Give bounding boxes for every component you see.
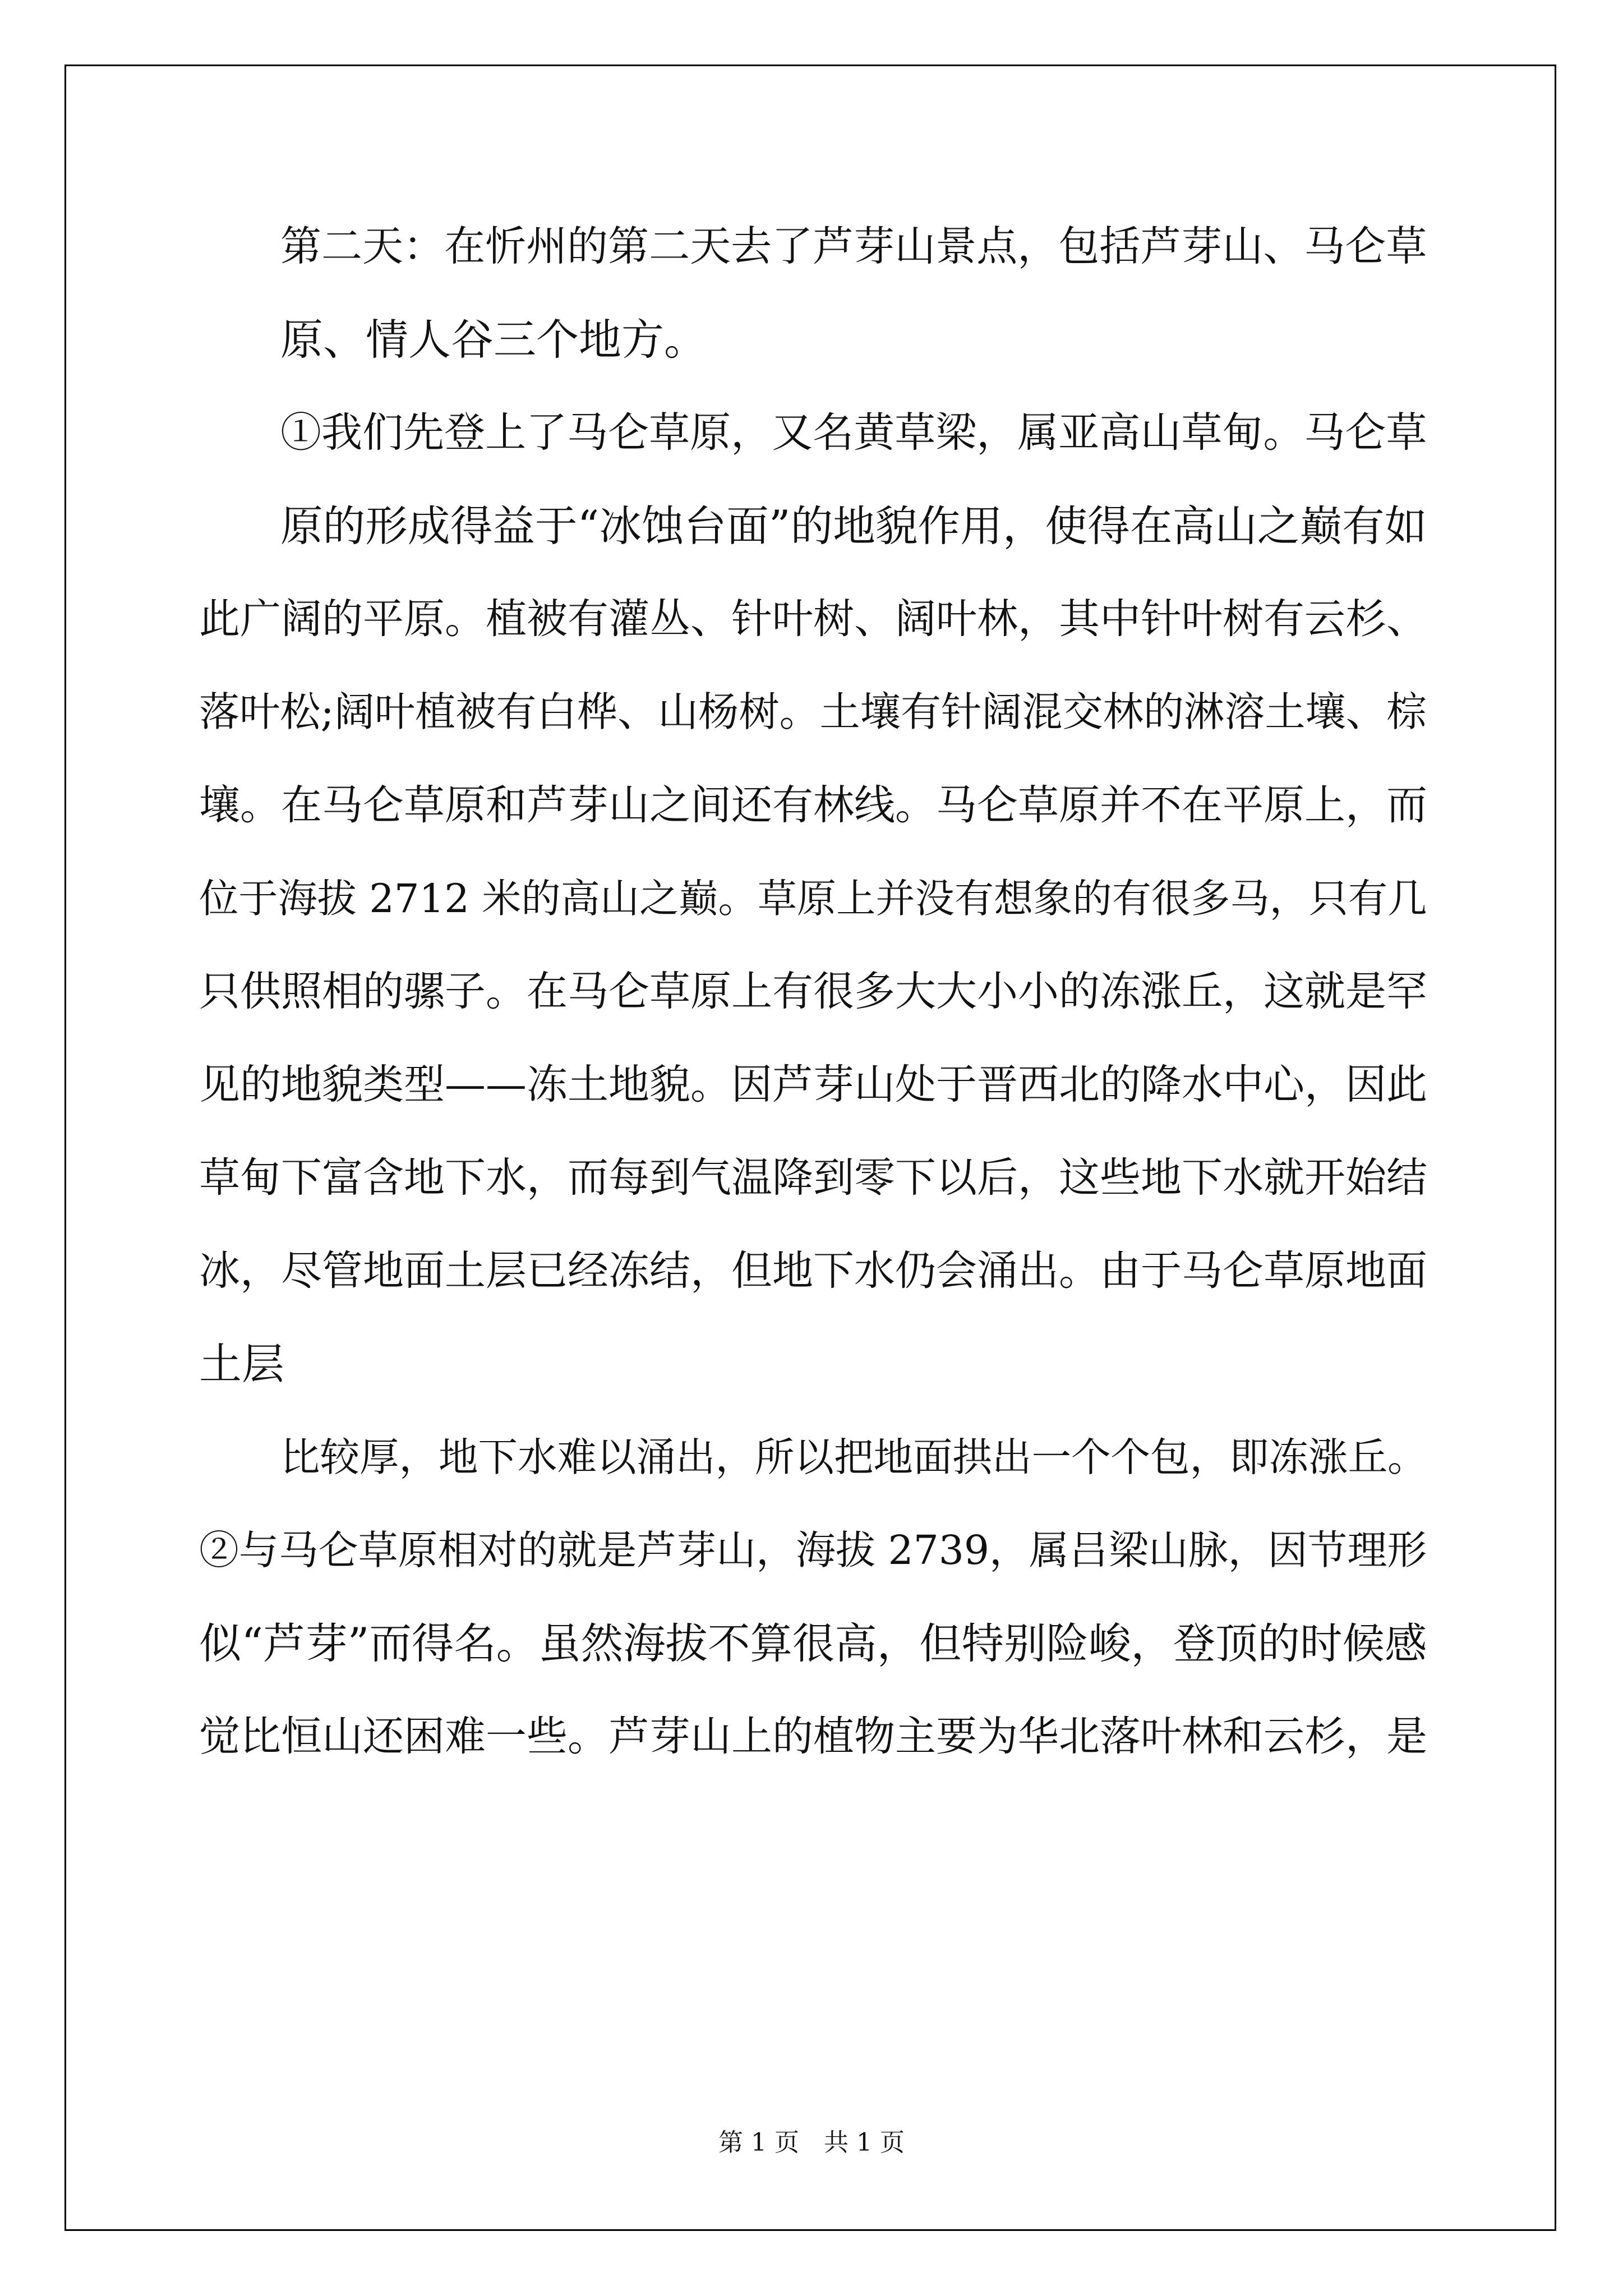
text-line: 落叶松;阔叶植被有白桦、山杨树。土壤有针阔混交林的淋溶土壤、棕 (199, 689, 1427, 736)
text-line: ②与马仑草原相对的就是芦芽山，海拔 2739，属吕梁山脉，因节理形 (199, 1527, 1427, 1573)
text-line: 只供照相的骡子。在马仑草原上有很多大大小小的冻涨丘，这就是罕 (199, 968, 1427, 1015)
text-line: 比较厚，地下水难以涌出，所以把地面拱出一个个包，即冻涨丘。 (280, 1434, 1427, 1480)
text-line: 觉比恒山还困难一些。芦芽山上的植物主要为华北落叶林和云杉，是 (199, 1713, 1427, 1760)
text-line: 原的形成得益于“冰蚀台面”的地貌作用，使得在高山之巅有如 (280, 501, 1427, 551)
page-border (64, 65, 1556, 2231)
text-line: 第二天：在忻州的第二天去了芦芽山景点，包括芦芽山、马仑草 (280, 223, 1427, 270)
text-line: 似“芦芽”而得名。虽然海拔不算很高，但特别险峻，登顶的时候感 (199, 1619, 1427, 1668)
text-line: 此广阔的平原。植被有灌丛、针叶树、阔叶林，其中针叶树有云杉、 (199, 595, 1427, 643)
text-line: 见的地貌类型——冻土地貌。因芦芽山处于晋西北的降水中心，因此 (199, 1061, 1427, 1108)
page-footer: 第 1 页 共 1 页 (718, 2128, 905, 2157)
text-line: 原、情人谷三个地方。 (280, 315, 707, 365)
text-line: 草甸下富含地下水，而每到气温降到零下以后，这些地下水就开始结 (199, 1154, 1427, 1202)
text-line: 位于海拔 2712 米的高山之巅。草原上并没有想象的有很多马，只有几 (199, 876, 1427, 922)
text-line: ①我们先登上了马仑草原，又名黄草梁，属亚高山草甸。马仑草 (280, 409, 1427, 457)
text-line: 土层 (199, 1339, 284, 1389)
text-line: 冰，尽管地面土层已经冻结，但地下水仍会涌出。由于马仑草原地面 (199, 1247, 1427, 1295)
text-line: 壤。在马仑草原和芦芽山之间还有林线。马仑草原并不在平原上，而 (199, 781, 1427, 829)
